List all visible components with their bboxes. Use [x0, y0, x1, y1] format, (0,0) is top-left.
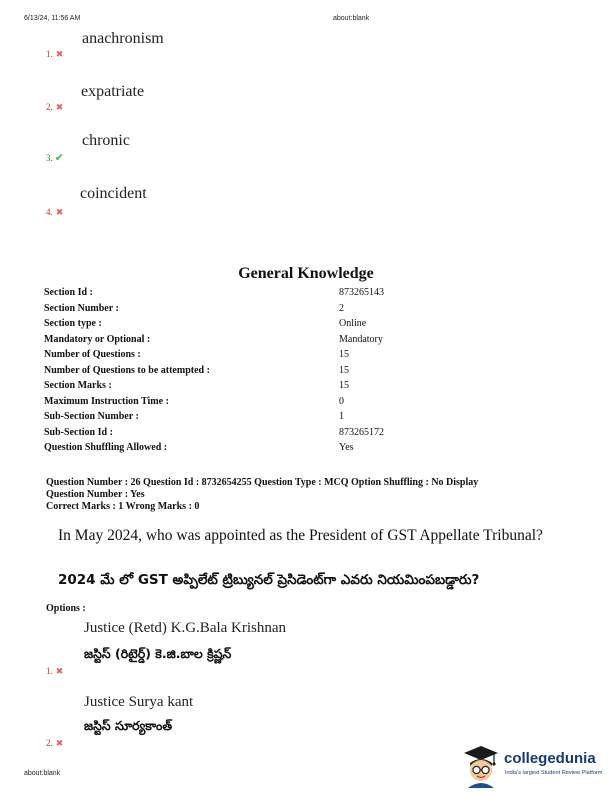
section-info-label: Maximum Instruction Time :: [44, 395, 169, 407]
prev-option-text: coincident: [80, 185, 147, 202]
section-info-label: Sub-Section Number :: [44, 411, 139, 423]
option-text-telugu: జస్టిస్ సూర్యకాంత్: [84, 718, 173, 733]
question-text-english: In May 2024, who was appointed as the President of GST Appellate Tribunal?: [58, 527, 543, 544]
option-text-english: Justice Surya kant: [84, 694, 194, 710]
cross-icon: ✖: [55, 102, 64, 112]
prev-option-text: expatriate: [81, 83, 145, 100]
section-info-row: [44, 394, 384, 410]
option-number: 2. ✖: [46, 738, 64, 748]
options-label: Options :: [46, 603, 86, 614]
graduate-mascot-icon: [460, 744, 502, 788]
section-info-value: 873265172: [339, 426, 384, 438]
section-info-label: Mandatory or Optional :: [44, 333, 151, 345]
option-number: 1. ✖: [46, 666, 64, 676]
section-info-row: [44, 378, 384, 394]
section-info-value: Online: [339, 318, 367, 330]
section-info-row: [44, 440, 384, 456]
section-info-label: Section Id :: [44, 287, 93, 299]
check-icon: ✔: [54, 152, 64, 164]
question-text-telugu: 2024 మే లో GST అప్పిలేట్ ట్రిబ్యునల్ ప్రెసిడెంట్‌గా ఎవరు నియమింపబడ్డారు?: [58, 572, 480, 588]
brand-tagline: India's largest Student Review Platform: [505, 770, 603, 776]
cross-icon: ✖: [55, 738, 64, 748]
section-info-value: 1: [339, 411, 344, 423]
question-meta-line: Correct Marks : 1 Wrong Marks : 0: [46, 501, 200, 512]
section-info-row: [44, 363, 384, 379]
section-info-value: Yes: [339, 442, 354, 454]
section-info-value: 15: [339, 349, 349, 361]
section-info-table: [44, 285, 384, 456]
section-title: General Knowledge: [238, 265, 374, 282]
option-text-english: Justice (Retd) K.G.Bala Krishnan: [84, 620, 287, 636]
brand-logo: [460, 744, 610, 790]
prev-option-text: anachronism: [82, 30, 164, 47]
cross-icon: ✖: [55, 666, 64, 676]
section-info-value: 0: [339, 395, 344, 407]
section-info-label: Section type :: [44, 318, 102, 330]
section-info-value: Mandatory: [339, 333, 383, 345]
brand-name: collegedunia: [504, 750, 596, 767]
section-info-row: [44, 347, 384, 363]
section-info-value: 873265143: [339, 287, 384, 299]
section-info-row: [44, 409, 384, 425]
cross-icon: ✖: [55, 207, 64, 217]
section-info-label: Question Shuffling Allowed :: [44, 442, 168, 454]
section-info-row: [44, 301, 384, 317]
section-info-row: [44, 425, 384, 441]
prev-option-number: 4. ✖: [46, 207, 64, 217]
prev-option-number: 2. ✖: [46, 102, 64, 112]
section-info-label: Section Marks :: [44, 380, 112, 392]
section-info-value: 15: [339, 364, 349, 376]
question-meta-line: Question Number : 26 Question Id : 8732654255 Question Type : MCQ Option Shuffling : No Display: [46, 477, 479, 488]
question-meta-line: Question Number : Yes: [46, 489, 145, 500]
section-info-label: Number of Questions :: [44, 349, 141, 361]
section-info-row: [44, 332, 384, 348]
header-url: about:blank: [333, 15, 370, 22]
section-info-label: Number of Questions to be attempted :: [44, 364, 210, 376]
section-info-row: [44, 316, 384, 332]
prev-option-text: chronic: [82, 132, 130, 149]
section-info-label: Section Number :: [44, 302, 119, 314]
question-meta: [46, 477, 566, 513]
prev-option-number: 1. ✖: [46, 49, 64, 59]
header-datetime: 6/13/24, 11:56 AM: [24, 15, 81, 22]
section-info-row: [44, 285, 384, 301]
footer-url: about:blank: [24, 770, 61, 777]
prev-option-number: 3. ✔: [46, 152, 64, 164]
section-info-label: Sub-Section Id :: [44, 426, 113, 438]
cross-icon: ✖: [55, 49, 64, 59]
section-info-value: 2: [339, 302, 344, 314]
option-text-telugu: జస్టిస్ (రిటైర్డ్) కె.జి.బాల క్రిష్ణన్: [84, 646, 232, 661]
section-info-value: 15: [339, 380, 349, 392]
